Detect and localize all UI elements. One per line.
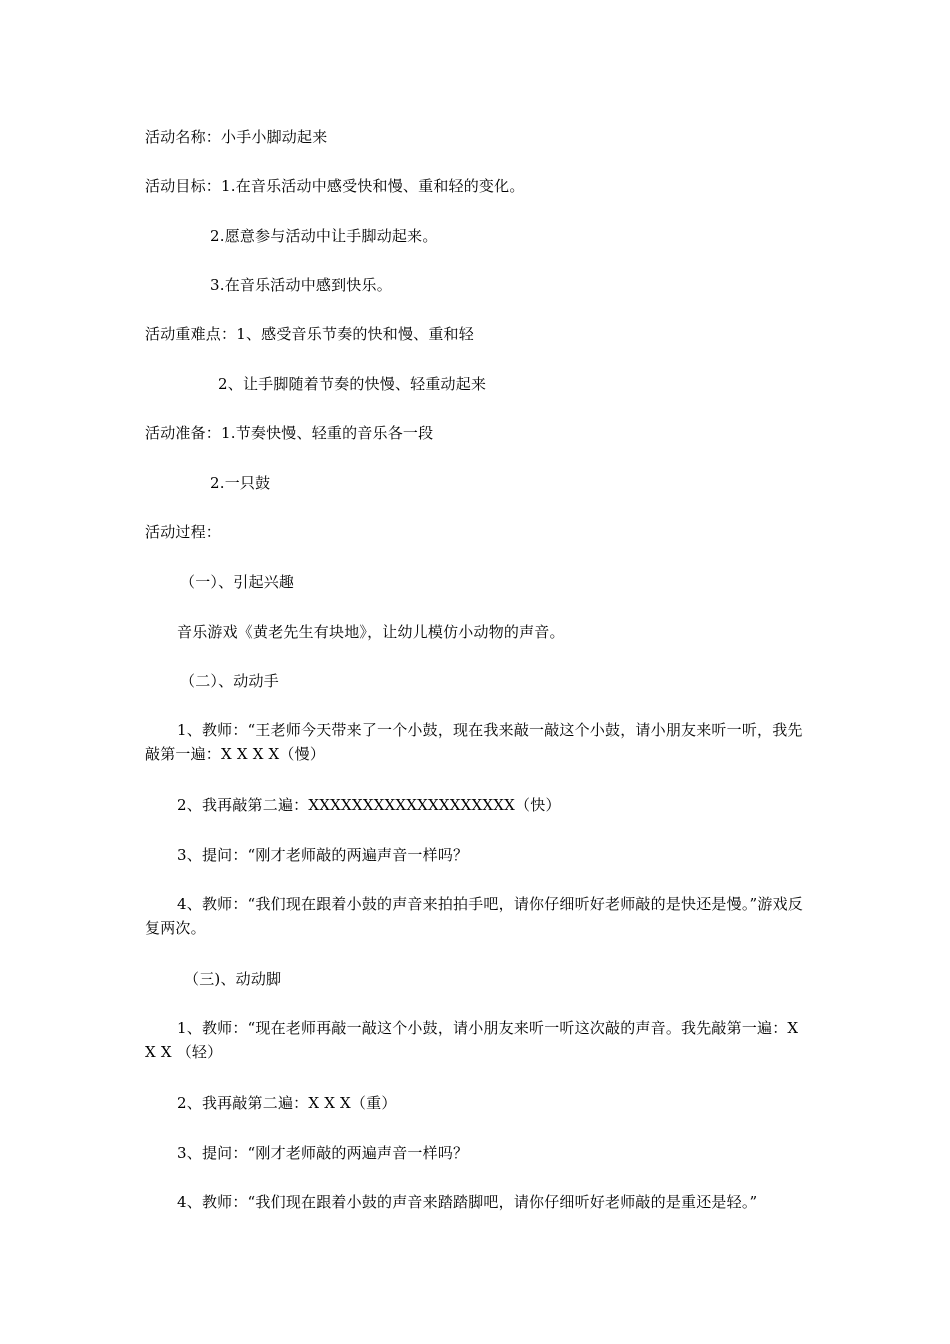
section3-step4: 4、教师：“我们现在跟着小鼓的声音来踏踏脚吧，请你仔细听好老师敲的是重还是轻。” bbox=[177, 1193, 758, 1211]
section2-step3: 3、提问：“刚才老师敲的两遍声音一样吗？ bbox=[177, 846, 469, 864]
section1-text: 音乐游戏《黄老先生有块地》，让幼儿模仿小动物的声音。 bbox=[177, 623, 565, 641]
section3-step2: 2、我再敲第二遍：X X X（重） bbox=[177, 1094, 397, 1112]
section2-heading: （二）、动动手 bbox=[180, 672, 279, 690]
goals-line-3: 3.在音乐活动中感到快乐。 bbox=[210, 276, 392, 294]
goals-line-2: 2.愿意参与活动中让手脚动起来。 bbox=[210, 227, 438, 245]
section3-step1: 1、教师：“现在老师再敲一敲这个小鼓，请小朋友来听一听这次敲的声音。我先敲第一遍：X X X （轻） bbox=[145, 1019, 799, 1061]
key-points-line-1: 活动重难点：1、感受音乐节奏的快和慢、重和轻 bbox=[145, 325, 474, 343]
goals-line-1: 活动目标：1.在音乐活动中感受快和慢、重和轻的变化。 bbox=[145, 177, 525, 195]
preparation-line-1: 活动准备：1.节奏快慢、轻重的音乐各一段 bbox=[145, 424, 434, 442]
process-label: 活动过程： bbox=[145, 523, 222, 541]
section2-step2: 2、我再敲第二遍：XXXXXXXXXXXXXXXXXXX（快） bbox=[177, 796, 561, 814]
section3-heading: （三)、动动脚 bbox=[184, 970, 282, 988]
section3-step3: 3、提问：“刚才老师敲的两遍声音一样吗？ bbox=[177, 1144, 469, 1162]
section1-heading: （一）、引起兴趣 bbox=[180, 573, 295, 591]
key-points-line-2: 2、让手脚随着节奏的快慢、轻重动起来 bbox=[218, 375, 487, 393]
section2-step4: 4、教师：“我们现在跟着小鼓的声音来拍拍手吧，请你仔细听好老师敲的是快还是慢。”游戏反复两次。 bbox=[145, 895, 803, 937]
section2-step1: 1、教师：“王老师今天带来了一个小鼓，现在我来敲一敲这个小鼓，请小朋友来听一听，我先敲第一遍：X X X X（慢） bbox=[145, 721, 803, 763]
activity-name: 活动名称：小手小脚动起来 bbox=[145, 128, 328, 146]
preparation-line-2: 2.一只鼓 bbox=[210, 474, 271, 492]
